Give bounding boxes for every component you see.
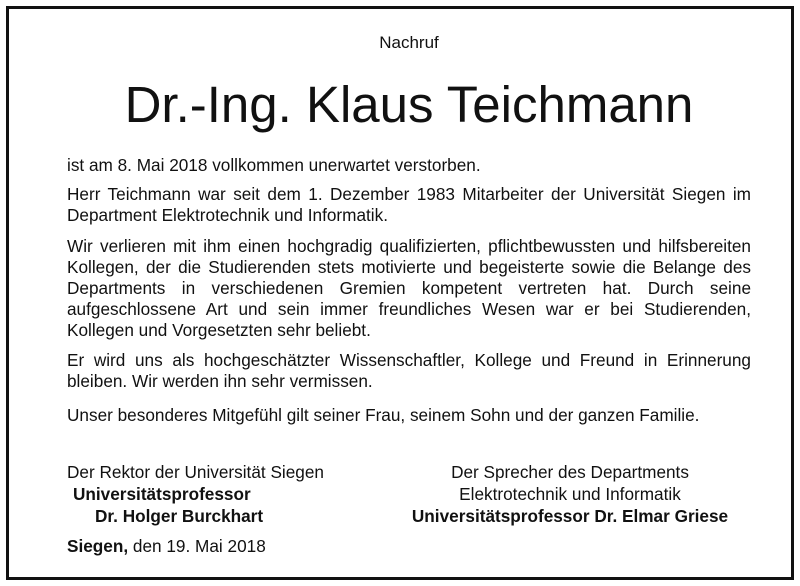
signatory-speaker-role: Der Sprecher des Departments <box>451 462 689 482</box>
deceased-name: Dr.-Ing. Klaus Teichmann <box>124 76 694 133</box>
signatory-speaker-name: Universitätsprofessor Dr. Elmar Griese <box>411 506 729 526</box>
obituary-frame <box>6 6 794 580</box>
place: Siegen, <box>67 536 129 556</box>
date: den 19. Mai 2018 <box>132 536 266 556</box>
paragraph-death-notice: ist am 8. Mai 2018 vollkommen unerwartet verstorben. <box>67 155 481 175</box>
paragraph-employment: Herr Teichmann war seit dem 1. Dezember 1983 Mitarbeiter der Universität Siegen im Department Elektrotechnik und Informatik. <box>67 184 751 225</box>
notice-kicker: Nachruf <box>379 33 439 52</box>
signatory-rector-title: Universitätsprofessor <box>73 484 251 504</box>
signatory-department-speaker <box>387 461 753 527</box>
paragraph-tribute: Wir verlieren mit ihm einen hochgradig qualifizierten, pflichtbewussten und hilfsbereiten Kollegen, der die Studierenden stets motivierte und begeisterte sowie die Belange des Departments in verschiedenen Gremien kompetent vertreten hat. Durch seine aufgeschlossene Art und sein immer freundliches Wesen war er bei Studierenden, Kollegen und Vorgesetzten sehr beliebt. <box>67 236 751 340</box>
signatory-rector-name: Dr. Holger Burckhart <box>95 506 264 526</box>
signatory-rector <box>67 461 367 527</box>
place-and-date <box>67 536 266 557</box>
signatory-rector-role: Der Rektor der Universität Siegen <box>67 462 324 482</box>
paragraph-remembrance: Er wird uns als hochgeschätzter Wissenschaftler, Kollege und Freund in Erinnerung bleiben. Wir werden ihn sehr vermissen. <box>67 350 751 391</box>
paragraph-condolence: Unser besonderes Mitgefühl gilt seiner Frau, seinem Sohn und der ganzen Familie. <box>67 405 700 425</box>
signatory-speaker-department: Elektrotechnik und Informatik <box>459 484 681 504</box>
